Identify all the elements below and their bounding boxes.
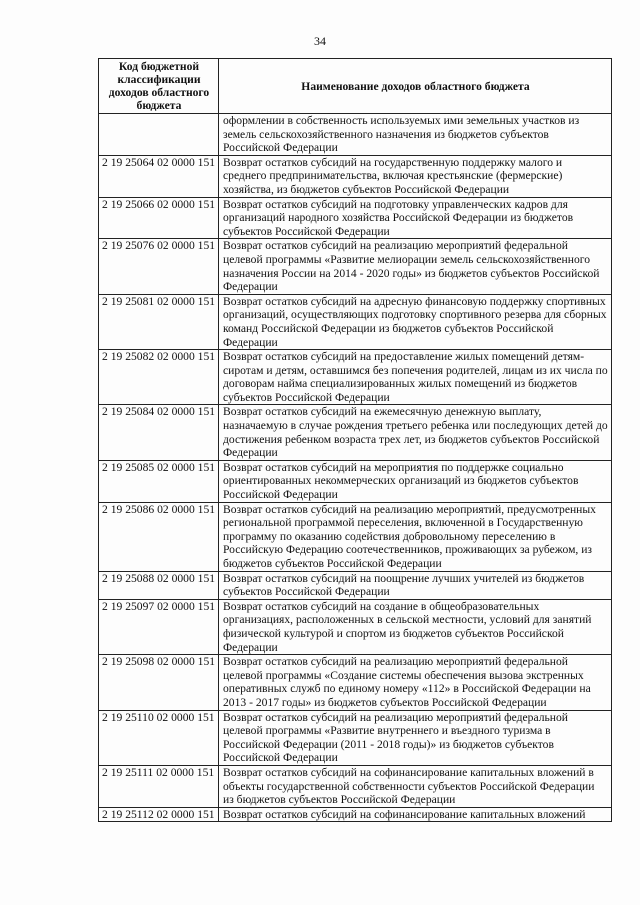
table-row [99, 460, 612, 502]
row-name: Возврат остатков субсидий на адресную финансовую поддержку спортивных организаций, осуществляющих подготовку спортивного резерва для сборных команд Российской Федерации из бюджетов субъектов Российской Федерации [219, 294, 612, 349]
table-row [99, 350, 612, 405]
table-row [99, 239, 612, 294]
table-header-row [99, 59, 612, 114]
row-code: 2 19 25098 02 0000 151 [99, 655, 219, 710]
row-code: 2 19 25085 02 0000 151 [99, 460, 219, 502]
row-name: Возврат остатков субсидий на реализацию мероприятий федеральной целевой программы «Создание системы обеспечения вызова экстренных оперативных служб по единому номеру «112» в Российской Федерации на 2013 - 2017 годы» из бюджетов субъектов Российской Федерации [219, 655, 612, 710]
row-code: 2 19 25112 02 0000 151 [99, 807, 219, 822]
row-code: 2 19 25097 02 0000 151 [99, 599, 219, 654]
row-name: Возврат остатков субсидий на реализацию мероприятий федеральной целевой программы «Развитие мелиорации земель сельскохозяйственного назначения России на 2014 - 2020 годы» из бюджетов субъектов Российской Федерации [219, 239, 612, 294]
row-name: Возврат остатков субсидий на софинансирование капитальных вложений [219, 807, 612, 822]
table-row [99, 710, 612, 765]
page-number: 34 [314, 34, 326, 48]
table-row [99, 155, 612, 197]
row-name: Возврат остатков субсидий на создание в общеобразовательных организациях, расположенных в сельской местности, условий для занятий физической культурой и спортом из бюджетов субъектов Российской Федерации [219, 599, 612, 654]
row-name: Возврат остатков субсидий на мероприятия по поддержке социально ориентированных некоммерческих организаций из бюджетов субъектов Российской Федерации [219, 460, 612, 502]
row-name: Возврат остатков субсидий на государственную поддержку малого и среднего предпринимательства, включая крестьянские (фермерские) хозяйства, из бюджетов субъектов Российской Федерации [219, 155, 612, 197]
table-row [99, 114, 612, 156]
table-row [99, 765, 612, 807]
row-code: 2 19 25111 02 0000 151 [99, 765, 219, 807]
table-row [99, 197, 612, 239]
row-code: 2 19 25086 02 0000 151 [99, 502, 219, 571]
row-name: Возврат остатков субсидий на реализацию мероприятий, предусмотренных региональной программой переселения, включенной в Государственную программу по оказанию содействия добровольному переселению в Российскую Федерацию соотечественников, проживающих за рубежом, из бюджетов субъектов Российской Федерации [219, 502, 612, 571]
row-name: Возврат остатков субсидий на ежемесячную денежную выплату, назначаемую в случае рождения третьего ребенка или последующих детей до достижения ребенком возраста трех лет, из бюджетов субъектов Российской Федерации [219, 405, 612, 460]
row-code: 2 19 25064 02 0000 151 [99, 155, 219, 197]
table-row [99, 571, 612, 599]
row-name: Возврат остатков субсидий на реализацию мероприятий федеральной целевой программы «Развитие внутреннего и въездного туризма в Российской Федерации (2011 - 2018 годы)» из бюджетов субъектов Российской Федерации [219, 710, 612, 765]
row-code: 2 19 25084 02 0000 151 [99, 405, 219, 460]
row-name: Возврат остатков субсидий на поощрение лучших учителей из бюджетов субъектов Российской Федерации [219, 571, 612, 599]
row-code: 2 19 25081 02 0000 151 [99, 294, 219, 349]
row-code: 2 19 25082 02 0000 151 [99, 350, 219, 405]
row-code: 2 19 25076 02 0000 151 [99, 239, 219, 294]
row-code: 2 19 25110 02 0000 151 [99, 710, 219, 765]
table-row [99, 405, 612, 460]
table-row [99, 807, 612, 822]
table-row [99, 599, 612, 654]
row-name: оформлении в собственность используемых ими земельных участков из земель сельскохозяйственного назначения из бюджетов субъектов Российской Федерации [219, 114, 612, 156]
header-code: Код бюджетной классификации доходов областного бюджета [99, 59, 219, 114]
header-name: Наименование доходов областного бюджета [219, 59, 612, 114]
budget-income-table [98, 58, 612, 822]
row-name: Возврат остатков субсидий на софинансирование капитальных вложений в объекты государственной собственности субъектов Российской Федерации из бюджетов субъектов Российской Федерации [219, 765, 612, 807]
row-code [99, 114, 219, 156]
row-code: 2 19 25066 02 0000 151 [99, 197, 219, 239]
table-row [99, 294, 612, 349]
row-code: 2 19 25088 02 0000 151 [99, 571, 219, 599]
row-name: Возврат остатков субсидий на подготовку управленческих кадров для организаций народного хозяйства Российской Федерации из бюджетов субъектов Российской Федерации [219, 197, 612, 239]
table-row [99, 502, 612, 571]
row-name: Возврат остатков субсидий на предоставление жилых помещений детям-сиротам и детям, оставшимся без попечения родителей, лицам из их числа по договорам найма специализированных жилых помещений из бюджетов субъектов Российской Федерации [219, 350, 612, 405]
table-row [99, 655, 612, 710]
